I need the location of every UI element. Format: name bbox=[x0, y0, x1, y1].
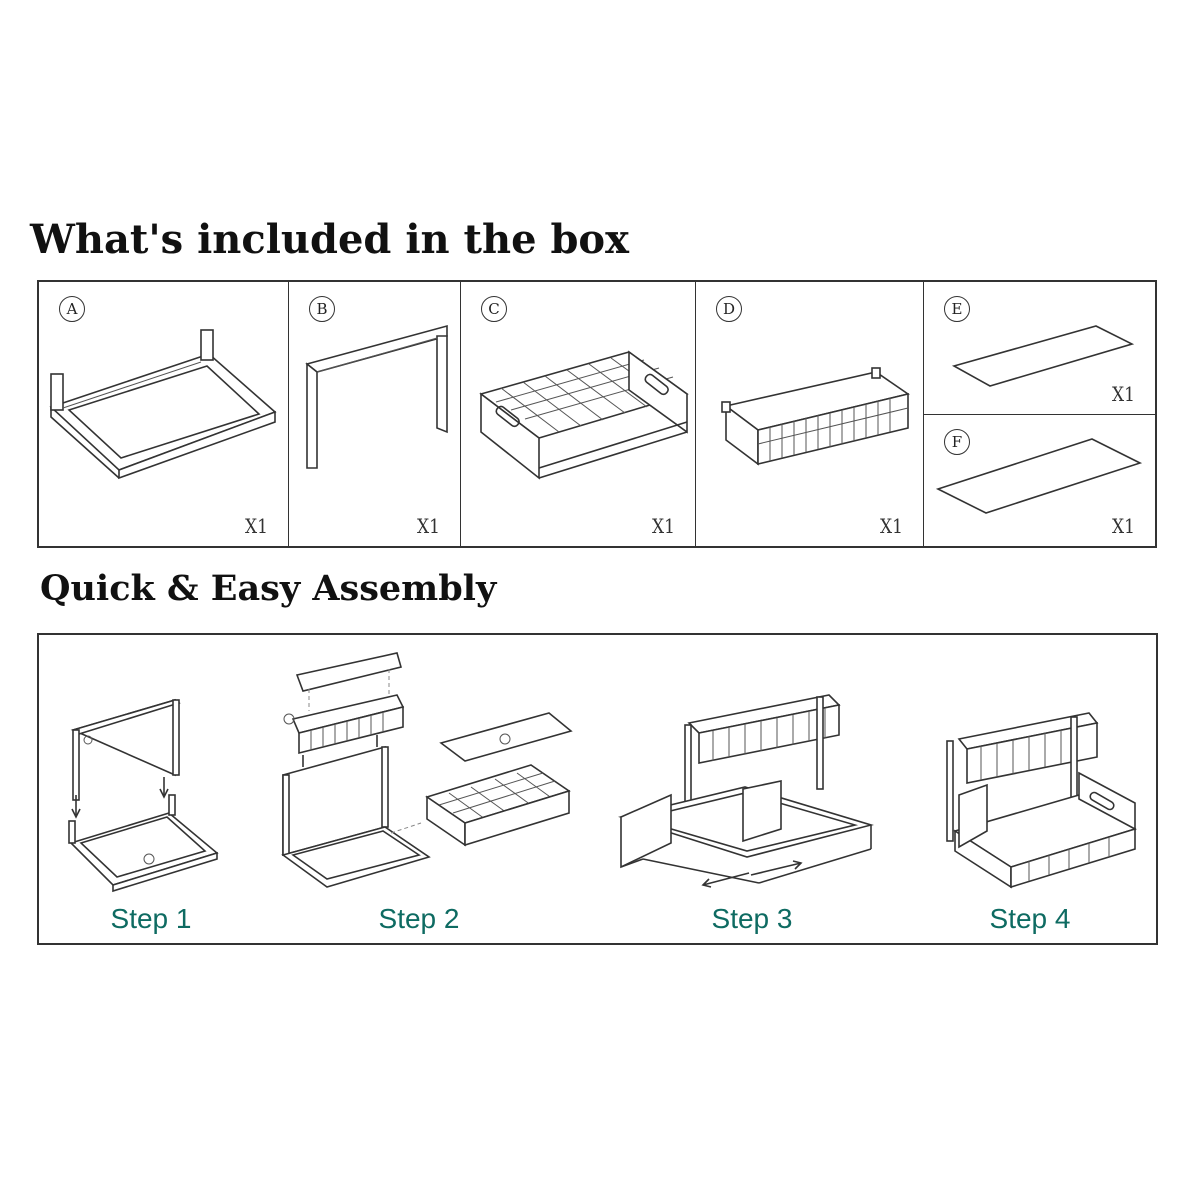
assembly-steps-panel bbox=[37, 633, 1158, 945]
part-a-cell bbox=[39, 282, 289, 546]
step-3-illustration bbox=[621, 695, 871, 887]
part-e-qty: X1 bbox=[1112, 382, 1135, 406]
part-f-letter: F bbox=[944, 429, 970, 455]
assembly-title: Quick & Easy Assembly bbox=[40, 568, 497, 609]
part-b-letter: B bbox=[309, 296, 335, 322]
large-basket-illustration bbox=[461, 282, 696, 546]
base-frame-illustration bbox=[39, 282, 289, 546]
step-2-label: Step 2 bbox=[378, 903, 460, 934]
step-4-illustration bbox=[947, 713, 1135, 887]
part-e-cell bbox=[924, 282, 1155, 415]
step-1-illustration bbox=[69, 700, 217, 891]
part-a-qty: X1 bbox=[245, 514, 268, 538]
part-a-letter: A bbox=[59, 296, 85, 322]
step-1-label: Step 1 bbox=[110, 903, 192, 934]
step-2-illustration bbox=[283, 653, 571, 887]
part-d-qty: X1 bbox=[880, 514, 903, 538]
part-f-qty: X1 bbox=[1112, 514, 1135, 538]
upright-frame-illustration bbox=[289, 282, 461, 546]
assembly-illustrations bbox=[39, 635, 1156, 943]
part-d-letter: D bbox=[716, 296, 742, 322]
part-c-cell bbox=[461, 282, 696, 546]
small-basket-illustration bbox=[696, 282, 924, 546]
box-contents-title: What's included in the box bbox=[30, 216, 629, 263]
step-3-label: Step 3 bbox=[711, 903, 793, 934]
box-contents-grid bbox=[37, 280, 1157, 548]
part-b-qty: X1 bbox=[417, 514, 440, 538]
part-e-letter: E bbox=[944, 296, 970, 322]
step-4-label: Step 4 bbox=[989, 903, 1071, 934]
part-c-letter: C bbox=[481, 296, 507, 322]
part-d-cell bbox=[696, 282, 924, 546]
part-f-cell bbox=[924, 415, 1155, 546]
part-b-cell bbox=[289, 282, 461, 546]
part-c-qty: X1 bbox=[652, 514, 675, 538]
